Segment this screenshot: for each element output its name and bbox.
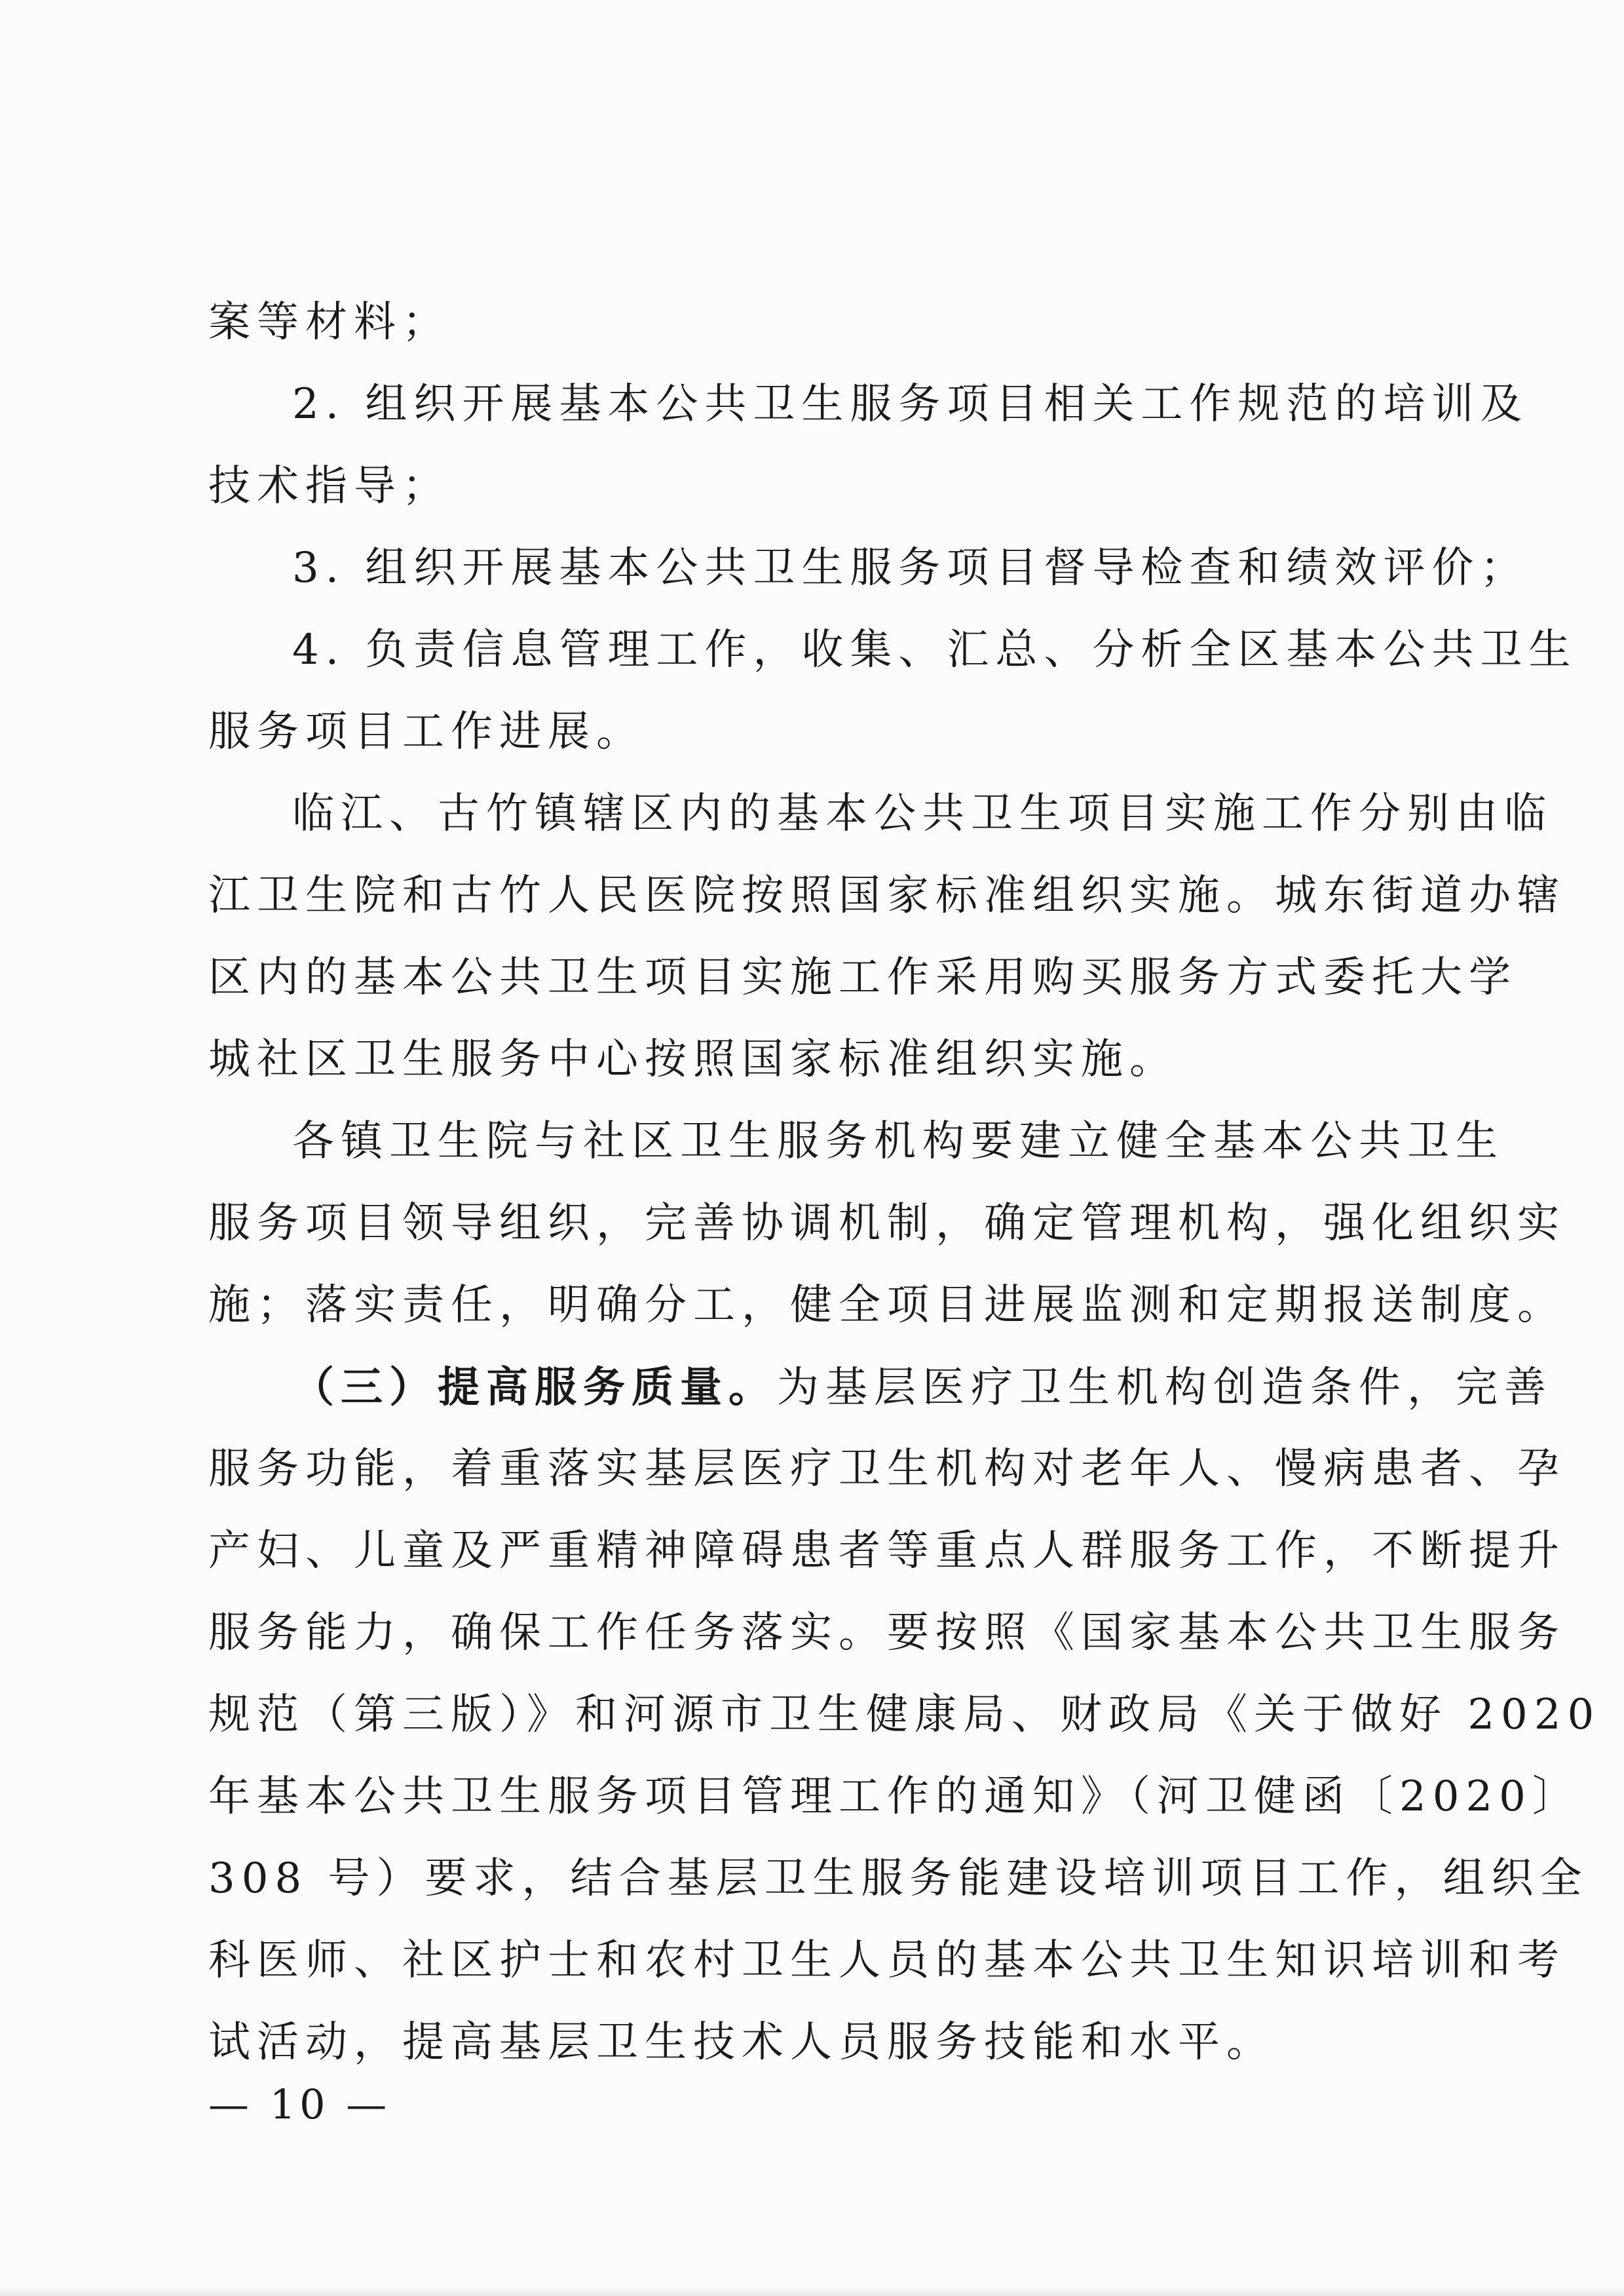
text-line: 案等材料； <box>208 298 451 347</box>
text-line: 服务能力，确保工作任务落实。要按照《国家基本公共卫生服务 <box>208 1609 1566 1657</box>
text-line: 科医师、社区护士和农村卫生人员的基本公共卫生知识培训和考 <box>208 1936 1566 1985</box>
text-line: 技术指导； <box>208 462 451 510</box>
text-line: 江卫生院和古竹人民医院按照国家标准组织实施。城东街道办辖 <box>208 871 1566 920</box>
text-line: 试活动，提高基层卫生技术人员服务技能和水平。 <box>208 2018 1275 2067</box>
text-line: 2. 组织开展基本公共卫生服务项目相关工作规范的培训及 <box>292 380 1529 429</box>
text-line: 临江、古竹镇辖区内的基本公共卫生项目实施工作分别由临 <box>292 790 1553 838</box>
text-line: 施；落实责任，明确分工，健全项目进展监测和定期报送制度。 <box>208 1281 1566 1330</box>
text-line: 年基本公共卫生服务项目管理工作的通知》（河卫健函〔2020〕 <box>208 1772 1581 1821</box>
text-line: 城社区卫生服务中心按照国家标准组织实施。 <box>208 1035 1178 1084</box>
section-heading: （三）提高服务质量。 <box>292 1363 777 1412</box>
text-line: 服务项目领导组织，完善协调机制，确定管理机构，强化组织实 <box>208 1199 1566 1248</box>
text-line <box>208 1347 1553 1428</box>
text-line: 规范（第三版）》和河源市卫生健康局、财政局《关于做好 2020 <box>208 1691 1601 1739</box>
text-line: 308 号）要求，结合基层卫生服务能建设培训项目工作，组织全 <box>208 1854 1589 1903</box>
text-line: 产妇、儿童及严重精神障碍患者等重点人群服务工作，不断提升 <box>208 1527 1566 1575</box>
text-line: 各镇卫生院与社区卫生服务机构要建立健全基本公共卫生 <box>292 1117 1504 1166</box>
body-text <box>208 282 1601 2084</box>
line-text: 为基层医疗卫生机构创造条件，完善 <box>777 1364 1553 1412</box>
scan-edge <box>0 2287 1624 2296</box>
text-line: 3. 组织开展基本公共卫生服务项目督导检查和绩效评价； <box>292 544 1529 592</box>
text-line: 服务功能，着重落实基层医疗卫生机构对老年人、慢病患者、孕 <box>208 1445 1566 1493</box>
text-line: 4. 负责信息管理工作，收集、汇总、分析全区基本公共卫生 <box>292 626 1577 674</box>
page-number: — 10 — <box>208 2080 391 2128</box>
text-line: 区内的基本公共卫生项目实施工作采用购买服务方式委托大学 <box>208 953 1517 1002</box>
text-line: 服务项目工作进展。 <box>208 708 645 756</box>
